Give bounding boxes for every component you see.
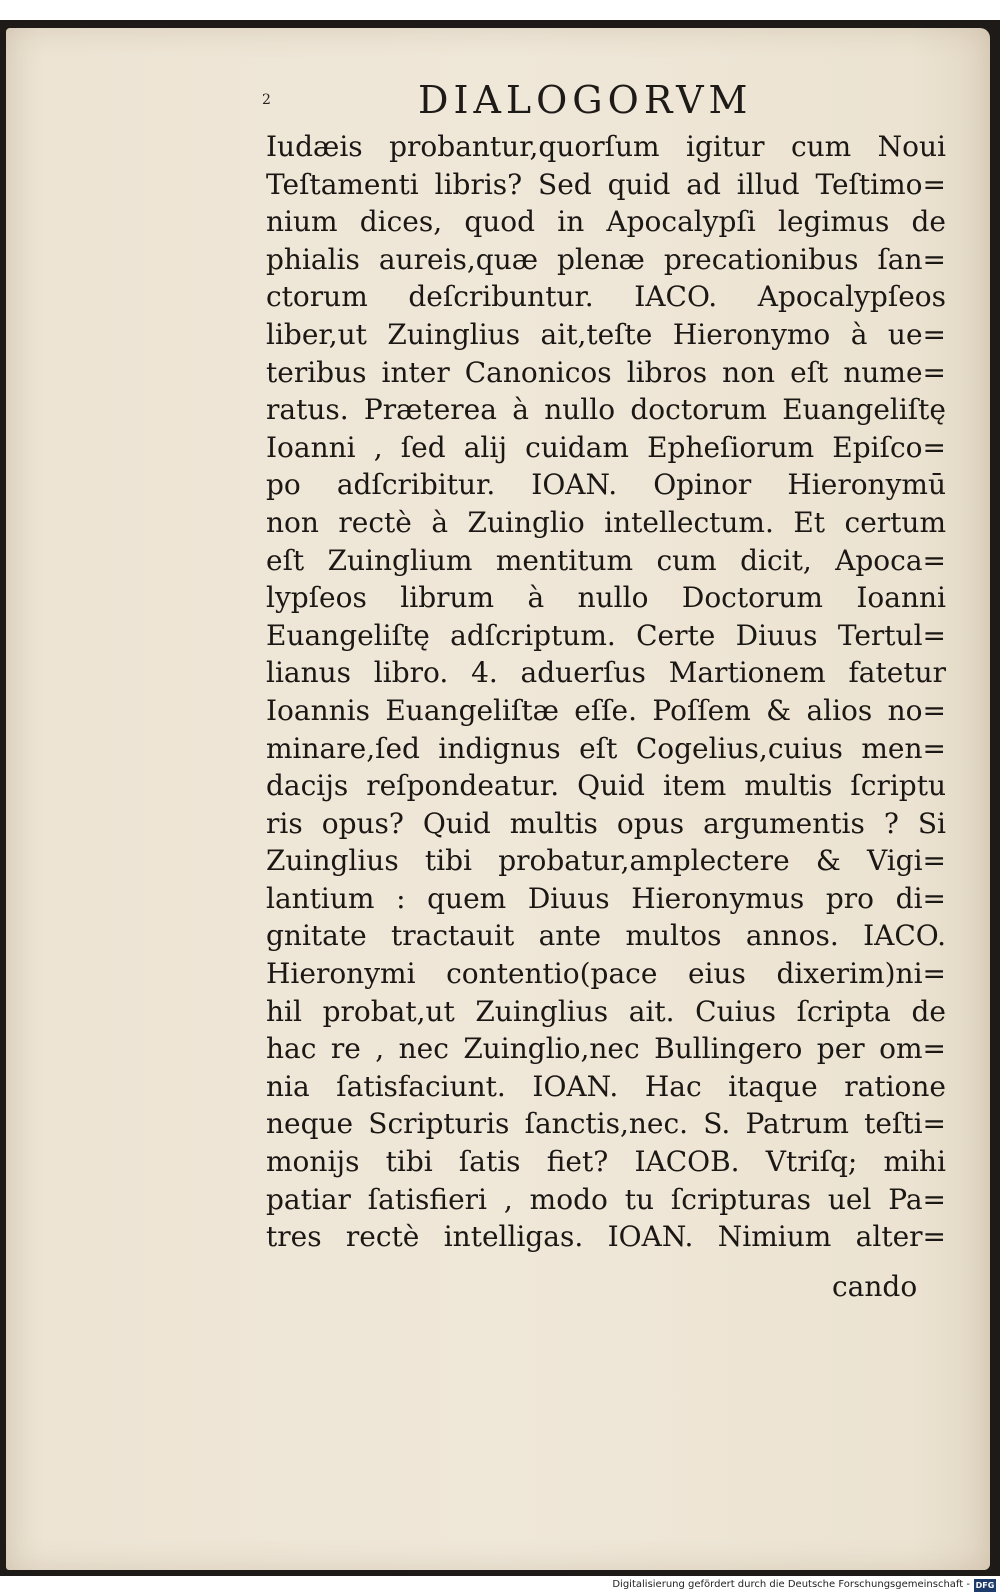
text-line: po adſcribitur. IOAN. Opinor Hieronymū bbox=[266, 468, 946, 502]
text-line: Ioannis Euangeliſtæ eſſe. Poſſem & alios no= bbox=[266, 693, 946, 727]
text-line: nia ſatisfaciunt. IOAN. Hac itaque ratione bbox=[266, 1069, 946, 1103]
text-line: Euangeliſtę adſcriptum. Certe Diuus Tertul= bbox=[266, 618, 946, 652]
text-line: non rectè à Zuinglio intellectum. Et certum bbox=[266, 505, 946, 539]
text-line: Iudæis probantur,quorſum igitur cum Noui bbox=[266, 130, 946, 163]
text-line: dacijs reſpondeatur. Quid item multis ſcriptu bbox=[266, 769, 946, 803]
text-line: teribus inter Canonicos libros non eſt nume= bbox=[266, 355, 946, 389]
text-line: hil probat,ut Zuinglius ait. Cuius ſcripta de bbox=[266, 994, 946, 1028]
catchword: cando bbox=[832, 1270, 918, 1303]
text-line: liber,ut Zuinglius ait,teſte Hieronymo à ue= bbox=[266, 317, 946, 351]
text-block bbox=[266, 128, 946, 1256]
text-line: phialis aureis,quæ plenæ precationibus ſan= bbox=[266, 242, 946, 276]
running-head: DIALOGORVM bbox=[418, 78, 753, 122]
dfg-logo-icon: DFG bbox=[975, 1581, 995, 1590]
text-line: Ioanni , ſed alij cuidam Epheſiorum Epiſco= bbox=[266, 430, 946, 464]
text-line: ris opus? Quid multis opus argumentis ? Si bbox=[266, 806, 946, 840]
text-line: monijs tibi ſatis fiet? IACOB. Vtriſq; mihi bbox=[266, 1145, 946, 1179]
text-line: eſt Zuinglium mentitum cum dicit, Apoca= bbox=[266, 543, 946, 577]
text-line: ctorum deſcribuntur. IACO. Apocalypſeos bbox=[266, 280, 946, 314]
text-line: ratus. Præterea à nullo doctorum Euangeliſtę bbox=[266, 393, 946, 427]
text-line: lantium : quem Diuus Hieronymus pro di= bbox=[266, 881, 946, 915]
text-line: tres rectè intelligas. IOAN. Nimium alter= bbox=[266, 1220, 946, 1254]
text-line: hac re , nec Zuinglio,nec Bullingero per om= bbox=[266, 1032, 946, 1066]
text-line: Zuinglius tibi probatur,amplectere & Vigi= bbox=[266, 844, 946, 878]
text-line: Hieronymi contentio(pace eius dixerim)ni= bbox=[266, 957, 946, 991]
text-line: lypſeos librum à nullo Doctorum Ioanni bbox=[266, 581, 946, 615]
footer bbox=[0, 1576, 1000, 1596]
text-line: nium dices, quod in Apocalypſi legimus de bbox=[266, 205, 946, 239]
text-line: patiar ſatisfieri , modo tu ſcripturas uel Pa= bbox=[266, 1182, 946, 1216]
text-line: gnitate tractauit ante multos annos. IACO. bbox=[266, 919, 946, 953]
text-line: neque Scripturis ſanctis,nec. S. Patrum teſti= bbox=[266, 1107, 946, 1141]
text-line: Teſtamenti libris? Sed quid ad illud Teſtimo= bbox=[266, 167, 946, 201]
funding-credit: Digitalisierung gefördert durch die Deutsche Forschungsgemeinschaft - bbox=[612, 1579, 970, 1590]
page-number: 2 bbox=[262, 92, 271, 108]
text-line: minare,ſed indignus eſt Cogelius,cuius men= bbox=[266, 731, 946, 765]
text-line: lianus libro. 4. aduerſus Martionem fatetur bbox=[266, 656, 946, 690]
